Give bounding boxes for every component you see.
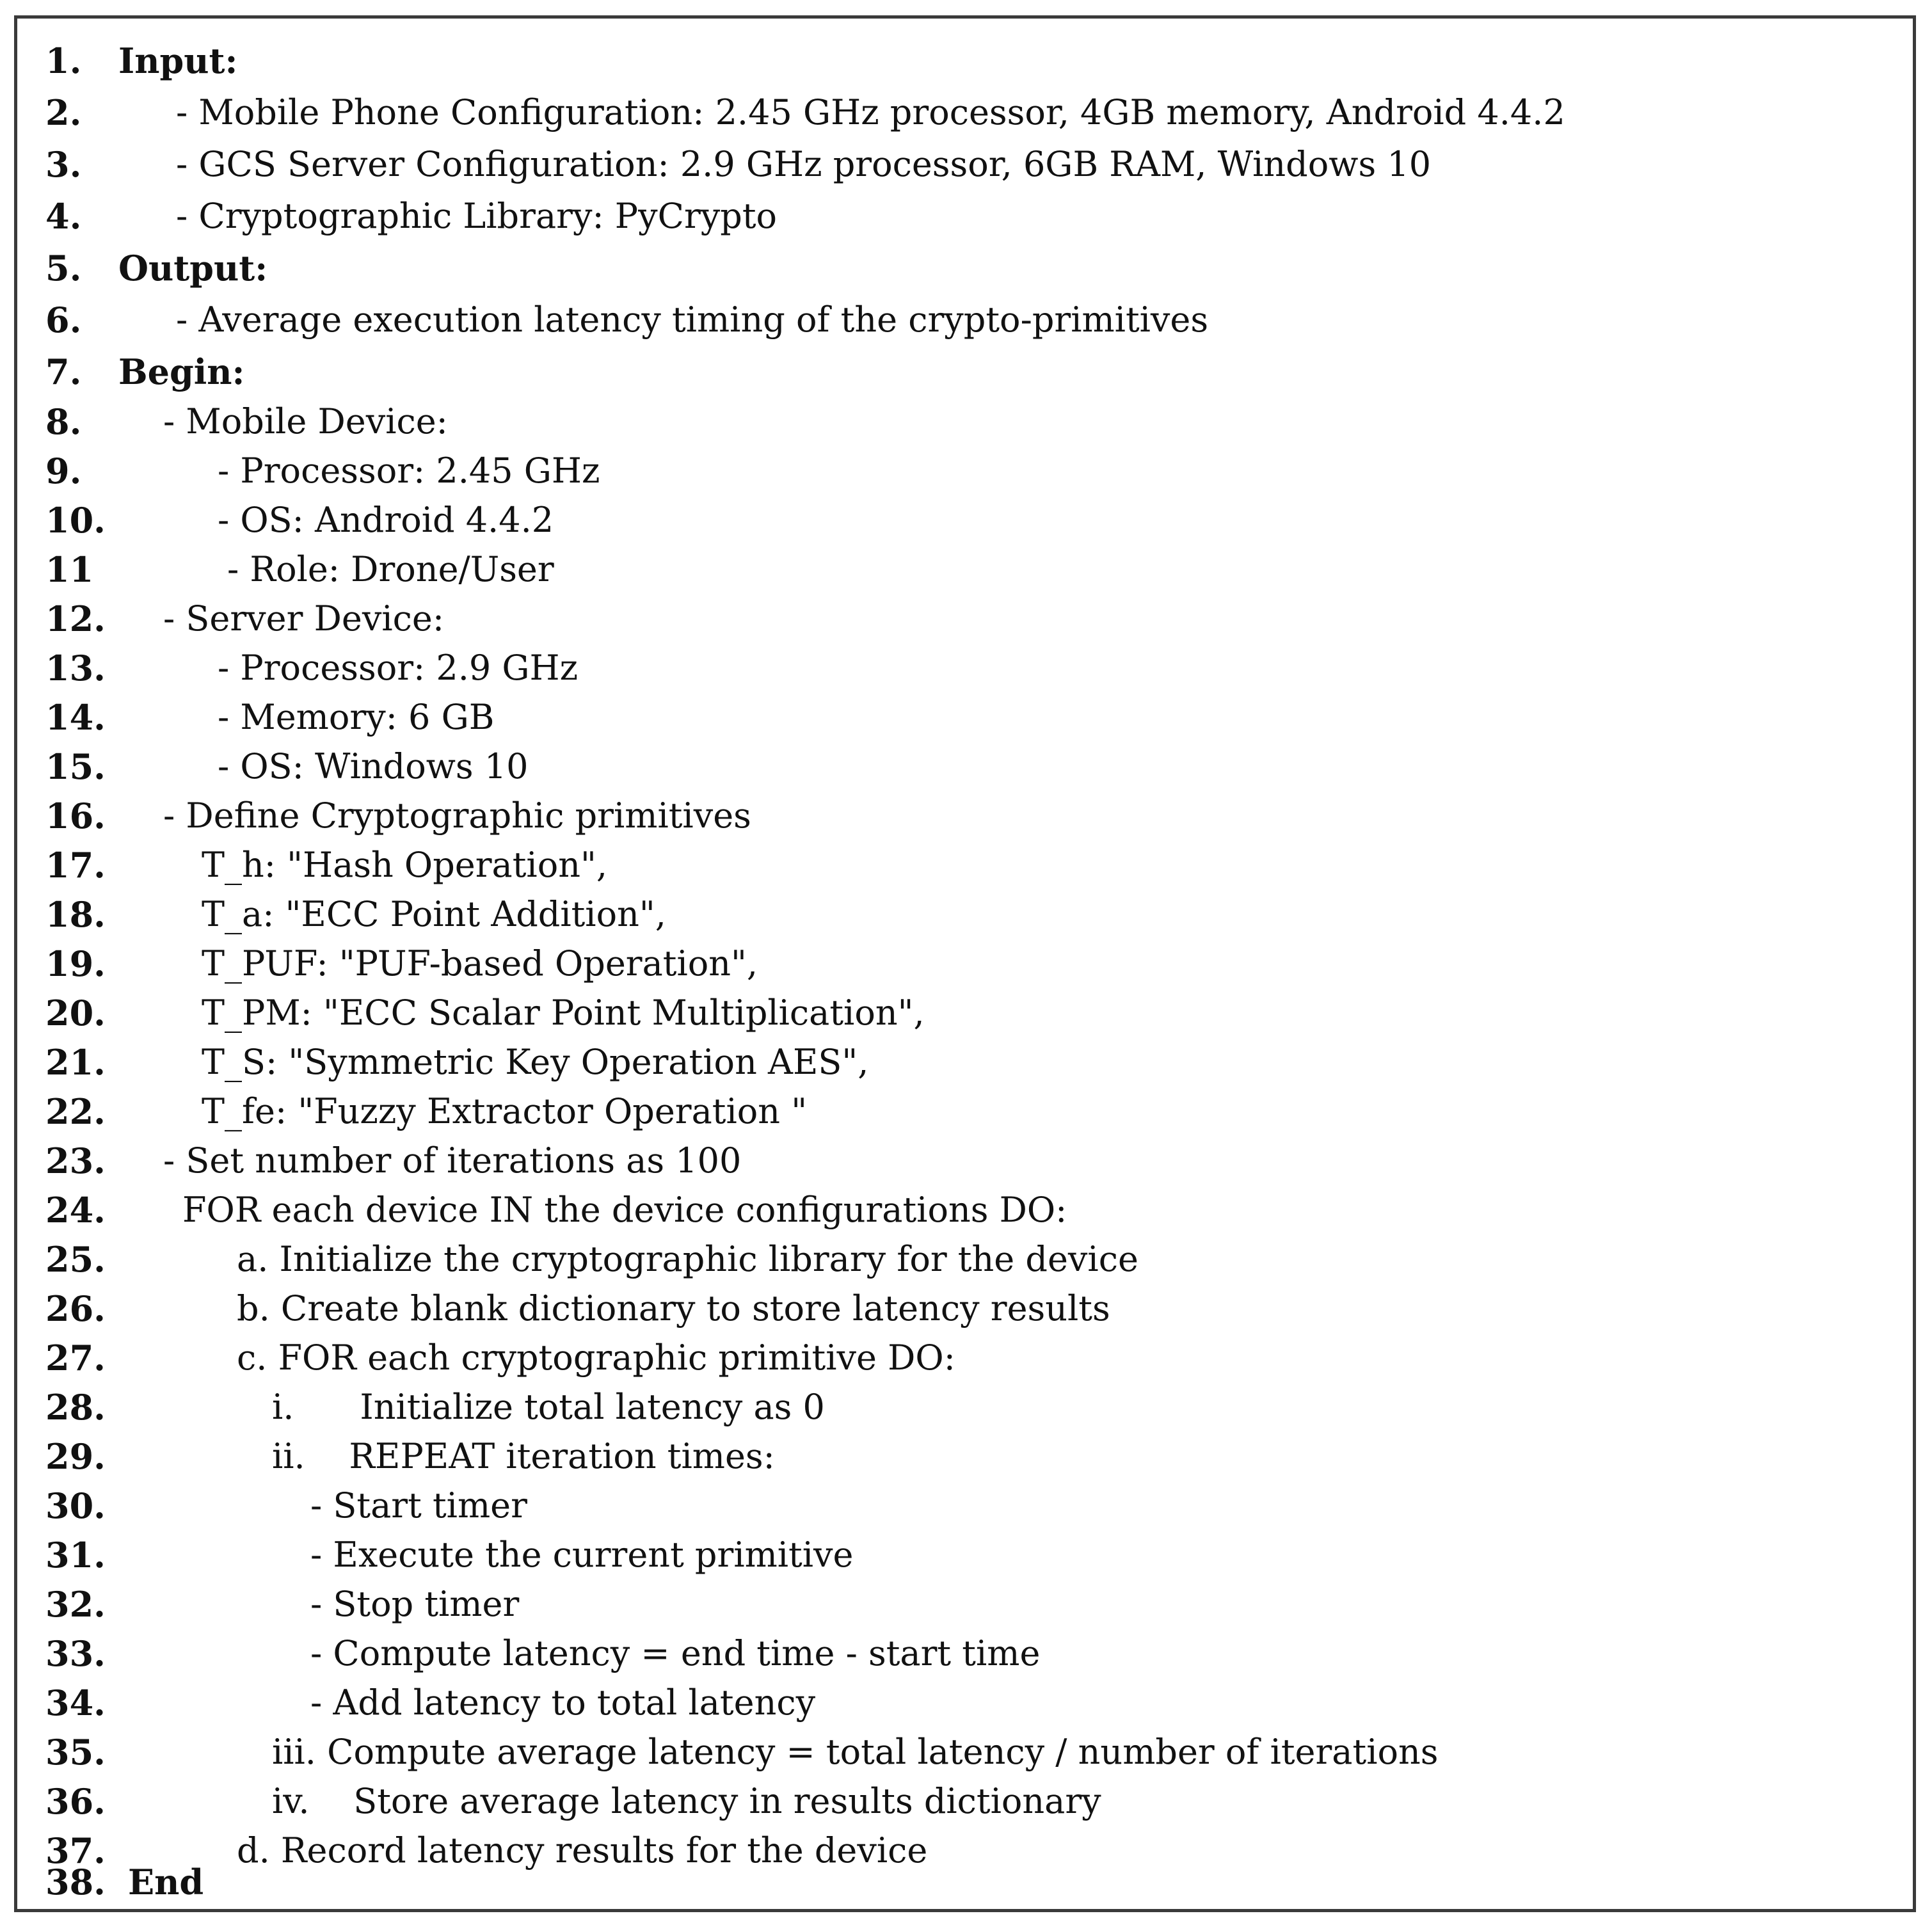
- algorithm-line: [17, 1190, 1913, 1239]
- line-number: 8.: [45, 401, 82, 442]
- line-text: T_PUF: "PUF-based Operation",: [202, 943, 758, 984]
- algorithm-line: [17, 894, 1913, 943]
- line-text: - Processor: 2.45 GHz: [218, 451, 600, 491]
- algorithm-line: [17, 1387, 1913, 1436]
- line-number: 18.: [45, 894, 106, 935]
- line-text: iii. Compute average latency = total latency / number of iterations: [272, 1732, 1439, 1772]
- line-text: - OS: Android 4.4.2: [218, 500, 554, 540]
- line-text: a. Initialize the cryptographic library for the device: [237, 1239, 1138, 1279]
- algorithm-line: [17, 549, 1913, 598]
- line-text: - Add latency to total latency: [310, 1682, 816, 1723]
- line-text: c. FOR each cryptographic primitive DO:: [237, 1337, 955, 1378]
- line-number: 26.: [45, 1288, 106, 1329]
- algorithm-line: [17, 92, 1913, 141]
- algorithm-line: [17, 196, 1913, 245]
- line-number: 25.: [45, 1239, 106, 1280]
- line-number: 16.: [45, 795, 106, 836]
- line-text: Input:: [118, 40, 238, 81]
- line-number: 23.: [45, 1140, 106, 1181]
- algorithm-line: [17, 1682, 1913, 1732]
- algorithm-line: [17, 795, 1913, 845]
- line-number: 22.: [45, 1091, 106, 1132]
- line-number: 37.: [45, 1830, 106, 1871]
- algorithm-line: [17, 1781, 1913, 1830]
- line-number: 21.: [45, 1042, 106, 1083]
- line-number: 15.: [45, 746, 106, 787]
- line-number: 4.: [45, 196, 82, 237]
- line-number: 10.: [45, 500, 106, 541]
- line-text: ii. REPEAT iteration times:: [272, 1436, 775, 1476]
- algorithm-line: [17, 598, 1913, 648]
- line-number: 3.: [45, 144, 82, 185]
- line-text: T_S: "Symmetric Key Operation AES",: [202, 1042, 869, 1082]
- algorithm-line: [17, 746, 1913, 795]
- algorithm-line: [17, 248, 1913, 297]
- line-number: 24.: [45, 1190, 106, 1231]
- line-text: iv. Store average latency in results dictionary: [272, 1781, 1101, 1821]
- algorithm-box: [14, 15, 1916, 1912]
- line-text: - Average execution latency timing of the crypto-primitives: [176, 299, 1209, 340]
- algorithm-line: [17, 451, 1913, 500]
- line-number: 14.: [45, 697, 106, 738]
- algorithm-line: [17, 40, 1913, 90]
- line-text: d. Record latency results for the device: [237, 1830, 928, 1871]
- line-number: 1.: [45, 40, 82, 81]
- line-text: - Cryptographic Library: PyCrypto: [176, 196, 778, 236]
- line-number: 2.: [45, 92, 82, 133]
- algorithm-line: [17, 1239, 1913, 1288]
- algorithm-line: [17, 1042, 1913, 1091]
- line-number: 6.: [45, 299, 82, 340]
- line-text: i. Initialize total latency as 0: [272, 1387, 825, 1427]
- line-text: - OS: Windows 10: [218, 746, 529, 786]
- algorithm-line: [17, 144, 1913, 193]
- line-text: T_a: "ECC Point Addition",: [202, 894, 666, 934]
- line-text: - Server Device:: [163, 598, 445, 639]
- line-text: - Mobile Device:: [163, 401, 448, 442]
- line-text: - Start timer: [310, 1485, 527, 1526]
- line-text: - GCS Server Configuration: 2.9 GHz processor, 6GB RAM, Windows 10: [176, 144, 1432, 184]
- line-text: - Role: Drone/User: [227, 549, 554, 589]
- line-text: - Set number of iterations as 100: [163, 1140, 742, 1181]
- algorithm-line: [17, 845, 1913, 894]
- line-number: 12.: [45, 598, 106, 639]
- algorithm-line: [17, 1288, 1913, 1337]
- algorithm-line: [17, 500, 1913, 549]
- algorithm-line: [17, 648, 1913, 697]
- algorithm-line: [17, 1436, 1913, 1485]
- line-number: 31.: [45, 1535, 106, 1576]
- algorithm-line: [17, 351, 1913, 401]
- line-text: - Stop timer: [310, 1584, 520, 1624]
- line-number: 7.: [45, 351, 82, 392]
- line-text: - Compute latency = end time - start time: [310, 1633, 1041, 1673]
- line-text: FOR each device IN the device configurations DO:: [182, 1190, 1067, 1230]
- line-text: - Define Cryptographic primitives: [163, 795, 751, 836]
- algorithm-line: [17, 1732, 1913, 1781]
- algorithm-line: [17, 1485, 1913, 1535]
- line-number: 27.: [45, 1337, 106, 1378]
- line-text: - Execute the current primitive: [310, 1535, 854, 1575]
- line-text: End: [128, 1862, 204, 1903]
- line-text: - Memory: 6 GB: [218, 697, 495, 737]
- line-number: 34.: [45, 1682, 106, 1723]
- line-number: 17.: [45, 845, 106, 886]
- line-text: T_h: "Hash Operation",: [202, 845, 607, 885]
- algorithm-line: [17, 1140, 1913, 1190]
- algorithm-line: [17, 1633, 1913, 1682]
- line-text: - Mobile Phone Configuration: 2.45 GHz processor, 4GB memory, Android 4.4.2: [176, 92, 1565, 132]
- line-text: b. Create blank dictionary to store latency results: [237, 1288, 1110, 1329]
- algorithm-line: [17, 1535, 1913, 1584]
- algorithm-line: [17, 1862, 1913, 1911]
- line-number: 35.: [45, 1732, 106, 1773]
- algorithm-line: [17, 401, 1913, 451]
- line-number: 29.: [45, 1436, 106, 1477]
- line-number: 32.: [45, 1584, 106, 1625]
- line-number: 11: [45, 549, 94, 590]
- line-number: 13.: [45, 648, 106, 689]
- line-text: - Processor: 2.9 GHz: [218, 648, 579, 688]
- algorithm-line: [17, 943, 1913, 993]
- algorithm-line: [17, 1337, 1913, 1387]
- line-number: 5.: [45, 248, 82, 289]
- line-text: Output:: [118, 248, 268, 289]
- line-text: T_PM: "ECC Scalar Point Multiplication",: [202, 993, 925, 1033]
- algorithm-line: [17, 1584, 1913, 1633]
- line-number: 30.: [45, 1485, 106, 1526]
- line-number: 38.: [45, 1862, 106, 1903]
- line-number: 36.: [45, 1781, 106, 1822]
- line-text: T_fe: "Fuzzy Extractor Operation ": [202, 1091, 808, 1131]
- algorithm-line: [17, 299, 1913, 349]
- line-number: 9.: [45, 451, 82, 491]
- line-number: 33.: [45, 1633, 106, 1674]
- line-number: 28.: [45, 1387, 106, 1428]
- line-number: 19.: [45, 943, 106, 984]
- algorithm-line: [17, 1091, 1913, 1140]
- algorithm-line: [17, 697, 1913, 746]
- line-text: Begin:: [118, 351, 245, 392]
- line-number: 20.: [45, 993, 106, 1034]
- algorithm-line: [17, 993, 1913, 1042]
